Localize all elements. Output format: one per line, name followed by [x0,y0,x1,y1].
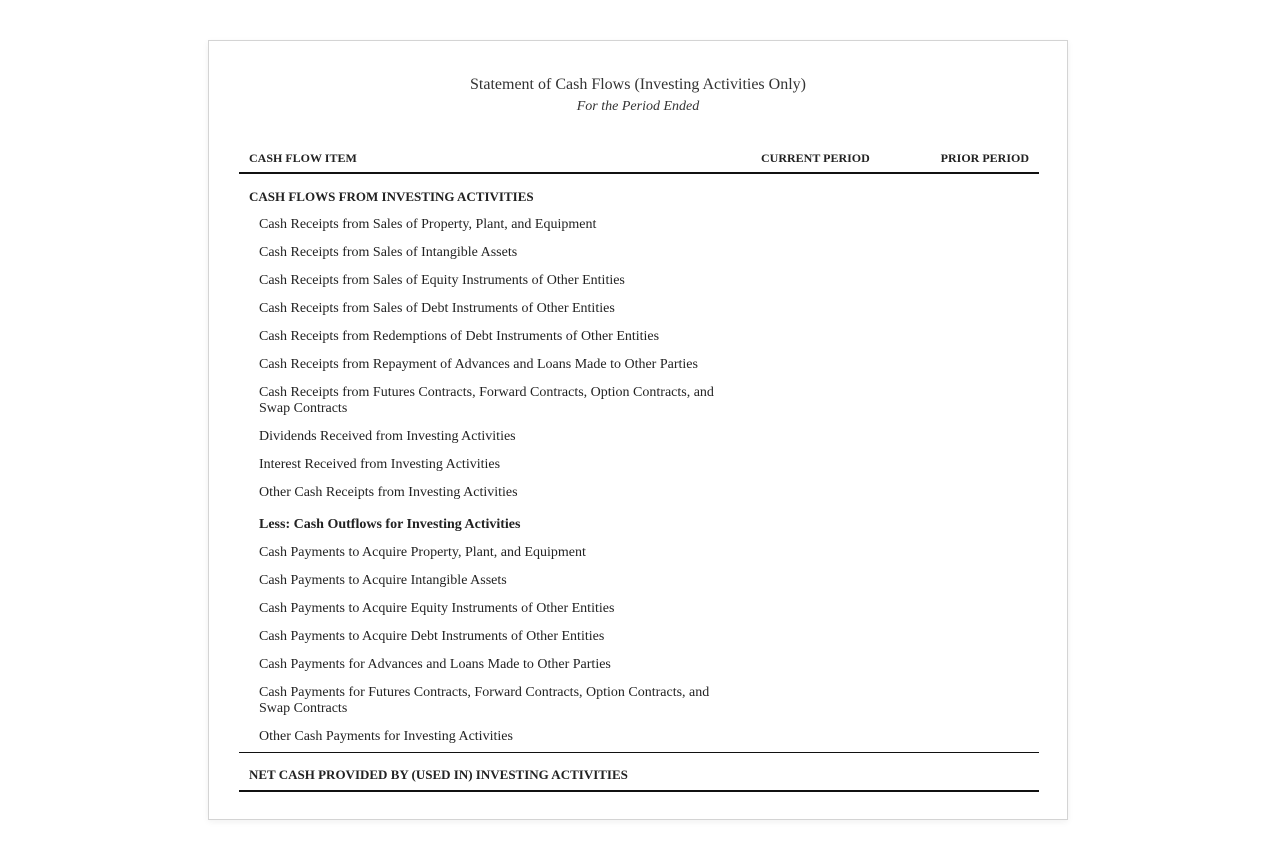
payment-row: Cash Payments to Acquire Property, Plant, and Equipment [259,545,586,560]
payment-row: Cash Payments to Acquire Intangible Assets [259,573,507,588]
column-header-prior: PRIOR PERIOD [940,151,1029,165]
receipt-row: Other Cash Receipts from Investing Activities [259,485,518,500]
receipt-row: Cash Receipts from Sales of Property, Plant, and Equipment [259,217,597,232]
total-double-rule [239,790,1039,792]
payment-row: Cash Payments for Advances and Loans Made to Other Parties [259,657,611,672]
outflows-subheading: Less: Cash Outflows for Investing Activities [259,517,521,532]
statement-title: Statement of Cash Flows (Investing Activities Only) [470,76,806,93]
column-header-item: CASH FLOW ITEM [249,151,357,165]
receipt-row: Cash Receipts from Repayment of Advances and Loans Made to Other Parties [259,357,698,372]
statement-subtitle: For the Period Ended [576,99,700,114]
receipt-row: Cash Receipts from Futures Contracts, Forward Contracts, Option Contracts, and Swap Contracts [259,385,714,416]
payment-row: Cash Payments to Acquire Equity Instruments of Other Entities [259,601,615,616]
net-cash-total-label: NET CASH PROVIDED BY (USED IN) INVESTING ACTIVITIES [249,767,628,782]
receipt-row: Cash Receipts from Sales of Debt Instruments of Other Entities [259,301,615,316]
payment-row: Cash Payments for Futures Contracts, Forward Contracts, Option Contracts, and Swap Contracts [259,685,710,716]
table-header [239,149,1039,174]
receipt-row: Cash Receipts from Sales of Equity Instruments of Other Entities [259,273,625,288]
payment-row: Cash Payments to Acquire Debt Instruments of Other Entities [259,629,605,644]
receipt-row: Interest Received from Investing Activities [259,457,501,472]
statement-sheet [208,40,1068,820]
column-header-current: CURRENT PERIOD [761,151,870,165]
payment-row: Other Cash Payments for Investing Activities [259,729,513,744]
subtotal-rule [239,752,1039,753]
receipt-row: Cash Receipts from Sales of Intangible Assets [259,245,518,260]
cash-flow-table [239,149,1039,782]
receipt-row: Cash Receipts from Redemptions of Debt Instruments of Other Entities [259,329,660,344]
receipt-row: Dividends Received from Investing Activities [259,429,516,444]
section-heading: CASH FLOWS FROM INVESTING ACTIVITIES [249,189,534,204]
